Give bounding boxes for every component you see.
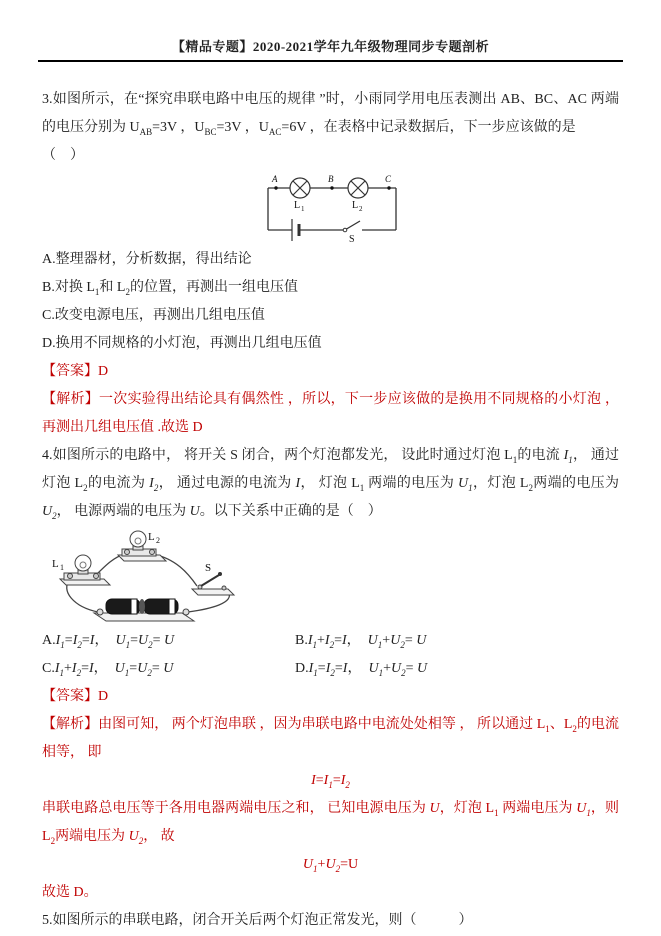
q4-option-a: $A.I_1=I_2=I$， $U_1=U_2= U$	[42, 633, 175, 650]
q3-answer-value: D	[98, 364, 109, 379]
battery-icon	[292, 219, 299, 241]
lamp-l2-label: L	[351, 200, 358, 211]
analysis-label: 【解析】	[42, 392, 99, 407]
q4-analysis-text-1: 由图可知， 两个灯泡串联 ，因为串联电路中电流处处相等 ， 所以通过 $L_1$、$L_2$的电流相等， 即	[42, 717, 619, 760]
q4-option-c: $C.I_1+I_2=I$， $U_1=U_2= U$	[42, 661, 174, 678]
analysis-label: 【解析】	[42, 717, 99, 732]
answer-label: 【答案】	[42, 689, 98, 704]
q3-stem: 3.如图所示，在“探究串联电路中电压的规律 ”时，小雨同学用电压表测出 AB、BC、AC 两端的电压分别为 $U_{AB}=3V$ ，$U_{BC}=3V$ ，$U_{AC}=6V$ ，在表格中记录数据后，下一步应该做的是	[42, 92, 619, 137]
switch-icon	[192, 572, 234, 595]
q3-analysis-text: 一次实验得出结论具有偶然性 ，所以，下一步应该做的是换用不同规格的小灯泡 ，再测出几组电压值 .故选 D	[42, 392, 620, 435]
q3-answer-bracket: （ ）	[42, 148, 84, 163]
lamp-l1-label: L	[52, 558, 59, 570]
q4-option-d: $D.I_1=I_2=I$， $U_1+U_2= U$	[295, 661, 428, 678]
q3-circuit-schematic	[256, 174, 406, 244]
q4-answer-value: D	[98, 689, 109, 704]
q3-option-d: D.换用不同规格的小灯泡，再测出几组电压值	[42, 336, 322, 351]
q4-analysis-line-1	[42, 711, 619, 767]
point-b-label: B	[327, 174, 333, 184]
page-header	[0, 0, 661, 55]
lamp-l1-label: L	[293, 200, 300, 211]
lamp-l2-label-sub: 2	[156, 536, 160, 545]
switch-label: S	[348, 234, 355, 244]
q4-stem: 4.如图所示的电路中， 将开关 S 闭合，两个灯泡都发光， 设此时通过灯泡 $L_1$的电流 $I_1$， 通过灯泡 $L_2$的电流为 $I_2$， 通过电源的电流为 I， 灯泡 $L_1$ 两端的电压为 $U_1$，灯泡 $L_2$两端的电压为 $U_2$， 电源两端的电压为 U。以下关系中正确的是（ ）	[42, 448, 620, 521]
q4-formula-voltage: $U_1+U_2=U$	[302, 857, 359, 874]
point-c-label: C	[384, 174, 391, 184]
q4-analysis-line-2: 串联电路总电压等于各用电器两端电压之和， 已知电源电压为 U，灯泡 $L_1$ 两端电压为 $U_1$，则 $L_2$两端电压为 $U_2$， 故	[42, 801, 620, 846]
lamp-l2-label-sub: 2	[358, 205, 362, 213]
answer-label: 【答案】	[42, 364, 98, 379]
q3-option-b: B.对换 $L_1$和 $L_2$的位置，再测出一组电压值	[42, 280, 298, 297]
lamp-l1-icon	[290, 178, 310, 198]
lamp-l2-label: L	[148, 531, 155, 543]
q5-stem: 5.如图所示的串联电路，闭合开关后两个灯泡正常发光，则（ ）	[42, 913, 473, 928]
q4-answer-line	[42, 683, 619, 711]
q3-answer-line	[42, 358, 619, 386]
circuit-wires	[268, 188, 396, 230]
lamp-l1-icon	[60, 555, 110, 585]
q3-option-a: A.整理器材，分析数据，得出结论	[42, 252, 252, 267]
header-title: 【精品专题】2020-2021学年九年级物理同步专题剖析	[171, 39, 490, 54]
point-a-label: A	[271, 174, 277, 184]
lamp-l2-icon	[348, 178, 368, 198]
switch-label: S	[205, 562, 212, 574]
q4-options	[42, 627, 619, 683]
q4-option-b: $B.I_1+I_2=I$， $U_1+U_2= U$	[295, 633, 427, 650]
q3-analysis-line	[42, 386, 619, 442]
lamp-l1-label-sub: 1	[60, 563, 64, 572]
q4-formula-current: $I=I_1=I_2$	[311, 773, 350, 790]
battery-pack-icon	[94, 599, 194, 621]
q4-conclusion: 故选 D。	[42, 885, 98, 900]
switch-icon	[343, 221, 360, 232]
document-content	[0, 62, 661, 935]
q4-circuit-pictorial	[48, 529, 238, 624]
lamp-l1-label-sub: 1	[300, 205, 304, 213]
q3-option-c: C.改变电源电压，再测出几组电压值	[42, 308, 265, 323]
